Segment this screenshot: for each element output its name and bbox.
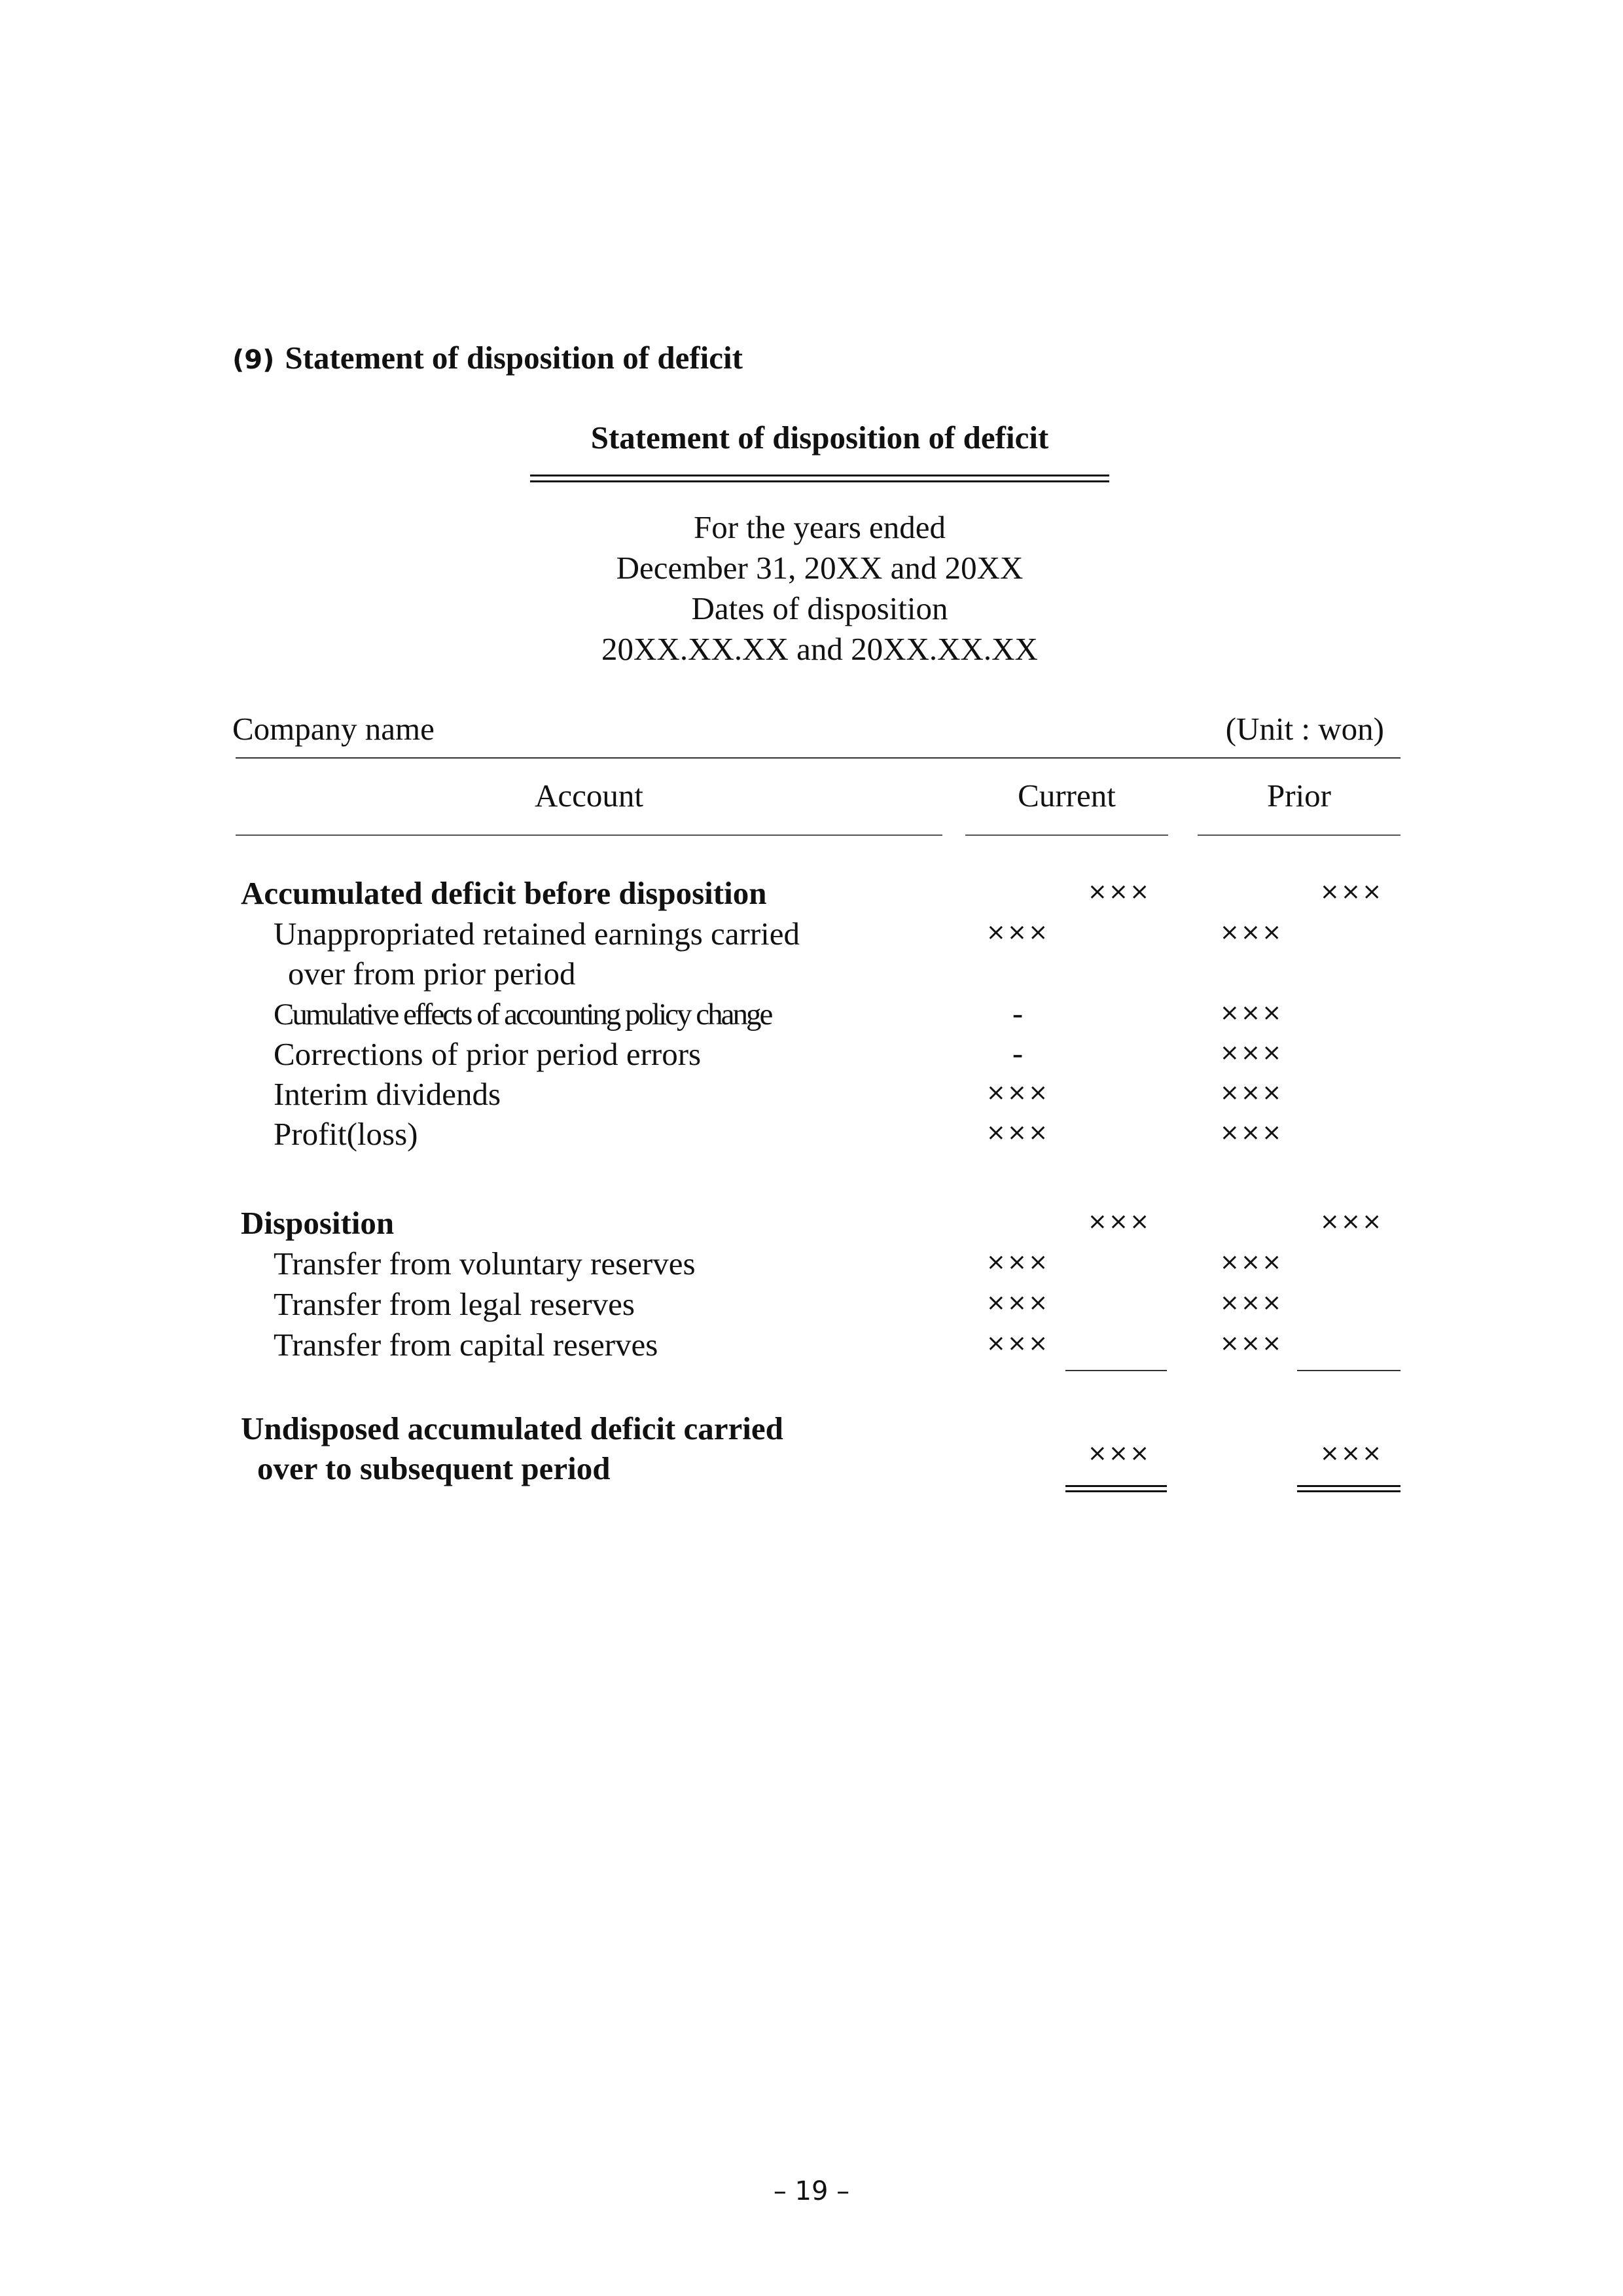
header-underline-current <box>965 834 1168 836</box>
closing-label-line2: over to subsequent period <box>257 1450 611 1486</box>
closing-prior-value: ××× <box>1319 1440 1383 1467</box>
current-item-value: ××× <box>986 1289 1050 1316</box>
prior-total-double-rule <box>1297 1485 1400 1492</box>
prior-subtotal-rule <box>1297 1370 1400 1371</box>
current-item-value: ××× <box>986 1330 1050 1357</box>
prior-total-value: ××× <box>1319 878 1383 905</box>
section-title: Statement of disposition of deficit <box>285 340 743 376</box>
prior-item-value: ××× <box>1219 1039 1283 1066</box>
prior-item-value: ××× <box>1219 1249 1283 1276</box>
statement-title: Statement of disposition of deficit <box>590 420 1049 456</box>
item-label-interim-dividends: Interim dividends <box>274 1076 501 1112</box>
current-subtotal-rule <box>1065 1370 1167 1371</box>
period-line: December 31, 20XX and 20XX <box>616 550 1024 586</box>
period-line: 20XX.XX.XX and 20XX.XX.XX <box>601 631 1038 667</box>
prior-total-value: ××× <box>1319 1208 1383 1235</box>
company-name-label: Company name <box>232 711 435 747</box>
unit-label: (Unit : won) <box>1225 711 1384 747</box>
current-item-value: ××× <box>986 1079 1050 1106</box>
column-header-prior: Prior <box>1267 778 1331 814</box>
group-label-accumulated-deficit: Accumulated deficit before disposition <box>241 875 767 911</box>
closing-label-line1: Undisposed accumulated deficit carried <box>241 1410 783 1446</box>
section-heading <box>232 339 743 376</box>
item-label-profit-loss: Profit(loss) <box>274 1116 418 1152</box>
item-label-cumulative-effects: Cumulative effects of accounting policy change <box>274 997 772 1031</box>
page-number: – 19 – <box>773 2176 850 2206</box>
item-label-capital-reserves: Transfer from capital reserves <box>274 1327 658 1363</box>
period-block <box>510 507 1129 670</box>
period-line: For the years ended <box>693 509 946 545</box>
prior-item-value: ××× <box>1219 919 1283 946</box>
group-label-disposition: Disposition <box>241 1205 395 1241</box>
column-header-current: Current <box>1018 778 1116 814</box>
current-item-value: ××× <box>986 1119 1050 1146</box>
item-label-voluntary-reserves: Transfer from voluntary reserves <box>274 1246 696 1282</box>
current-item-value: ××× <box>986 919 1050 946</box>
prior-item-value: ××× <box>1219 1289 1283 1316</box>
current-total-value: ××× <box>1087 1208 1151 1235</box>
current-total-value: ××× <box>1087 878 1151 905</box>
prior-item-value: ××× <box>1219 1079 1283 1106</box>
header-underline-account <box>236 834 942 836</box>
title-double-underline <box>530 475 1109 482</box>
period-line: Dates of disposition <box>691 590 948 626</box>
current-total-double-rule <box>1065 1485 1167 1492</box>
table-top-rule <box>236 757 1400 759</box>
item-label-unappropriated-line2: over from prior period <box>288 956 576 992</box>
item-label-unappropriated-line1: Unappropriated retained earnings carried <box>274 916 800 952</box>
closing-current-value: ××× <box>1087 1440 1151 1467</box>
prior-item-value: ××× <box>1219 1330 1283 1357</box>
item-label-legal-reserves: Transfer from legal reserves <box>274 1286 635 1322</box>
prior-item-value: ××× <box>1219 999 1283 1026</box>
prior-item-value: ××× <box>1219 1119 1283 1146</box>
column-header-account: Account <box>535 778 643 814</box>
section-number: (9) <box>232 345 275 375</box>
current-item-value: - <box>1012 1035 1024 1071</box>
current-item-value: ××× <box>986 1249 1050 1276</box>
current-item-value: - <box>1012 995 1024 1031</box>
item-label-corrections: Corrections of prior period errors <box>274 1036 702 1072</box>
header-underline-prior <box>1198 834 1400 836</box>
